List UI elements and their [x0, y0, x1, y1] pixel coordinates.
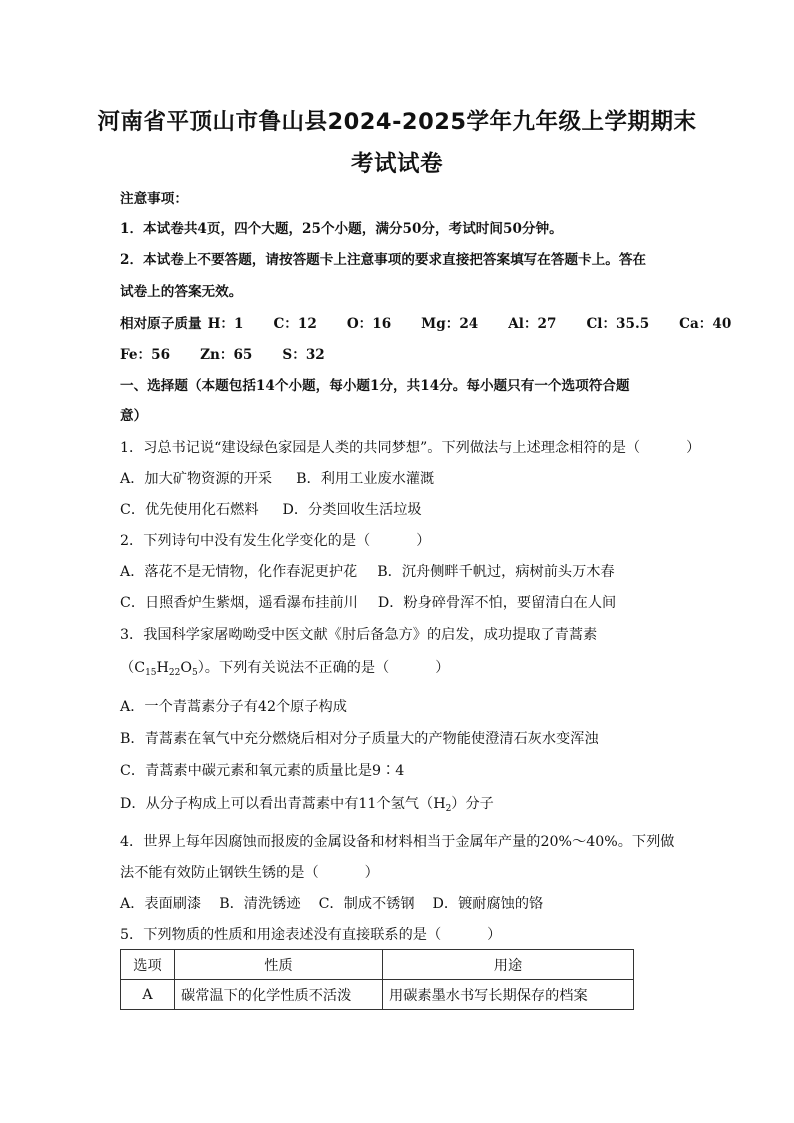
- formula-o-count: 5: [191, 668, 198, 678]
- table-header-row: [121, 950, 634, 980]
- note-1: 1．本试卷共4页，四个大题，25个小题，满分50分，考试时间50分钟。: [120, 221, 563, 237]
- atomic-mass-s: S：32: [282, 347, 325, 363]
- q2-option-b: B．沉舟侧畔千帆过，病树前头万木春: [377, 564, 615, 580]
- formula-o: O: [180, 660, 192, 676]
- question-2-text: 2．下列诗句中没有发生化学变化的是（: [120, 533, 371, 549]
- formula-h: H: [156, 660, 169, 676]
- question-3-close: ）: [435, 660, 450, 676]
- q3-option-a: A．一个青蒿素分子有42个原子构成: [120, 699, 347, 715]
- formula-c: C: [134, 660, 146, 676]
- q4-option-c: C．制成不锈钢: [318, 896, 415, 912]
- q2-option-c: C．日照香炉生紫烟，遥看瀑布挂前川: [120, 595, 358, 611]
- q3-option-b: B．青蒿素在氧气中充分燃烧后相对分子质量大的产物能使澄清石灰水变浑浊: [120, 731, 599, 747]
- section-1-heading-line2: 意）: [120, 408, 148, 424]
- formula-c-count: 15: [145, 668, 157, 678]
- q3-option-d-post: ）分子: [451, 796, 494, 812]
- table-header-option: 选项: [121, 950, 175, 980]
- atomic-mass-h: H：1: [207, 316, 244, 332]
- question-5-table: [120, 949, 634, 1010]
- q1-option-a: A．加大矿物资源的开采: [120, 471, 273, 487]
- q4-option-d: D．镀耐腐蚀的铬: [432, 896, 544, 912]
- atomic-mass-c: C：12: [273, 316, 317, 332]
- question-5-stem: [120, 924, 501, 944]
- question-1-text: 1．习总书记说“建设绿色家园是人类的共同梦想”。下列做法与上述理念相符的是（: [120, 440, 641, 456]
- atomic-mass-label: 相对原子质量: [120, 316, 202, 332]
- q3-formula-tail: ）。下列有关说法不正确的是（: [197, 660, 390, 676]
- table-header-property: 性质: [175, 950, 383, 980]
- q3-option-d: [120, 793, 494, 814]
- question-2-options-ab: [120, 561, 615, 581]
- section-1-heading-line1: 一、选择题（本题包括14个小题，每小题1分，共14分。每小题只有一个选项符合题: [120, 378, 630, 394]
- q2-option-d: D．粉身碎骨浑不怕，要留清白在人间: [377, 595, 617, 611]
- atomic-mass-fe: Fe：56: [120, 347, 171, 363]
- atomic-mass-o: O：16: [346, 316, 392, 332]
- notes-heading: 注意事项：: [120, 191, 188, 207]
- q1-option-d: D．分类回收生活垃圾: [282, 502, 422, 518]
- q4-option-b: B．清洗锈迹: [219, 896, 301, 912]
- q3-option-c: C．青蒿素中碳元素和氧元素的质量比是9∶4: [120, 763, 405, 779]
- q3-formula: [134, 660, 198, 676]
- question-1-options-cd: [120, 499, 422, 519]
- table-row: [121, 980, 634, 1010]
- q2-option-a: A．落花不是无情物，化作春泥更护花: [120, 564, 358, 580]
- question-4-close: ）: [364, 865, 379, 881]
- question-3-stem: 3．我国科学家屠呦呦受中医文献《肘后备急方》的启发，成功提取了青蒿素: [120, 627, 598, 643]
- q3-formula-open: （: [120, 660, 135, 676]
- q4-option-a: A．表面刷漆: [120, 896, 202, 912]
- atomic-mass-ca: Ca：40: [679, 316, 732, 332]
- h2-formula-count: 2: [445, 804, 452, 814]
- q1-option-c: C．优先使用化石燃料: [120, 502, 259, 518]
- question-5-text: 5．下列物质的性质和用途表述没有直接联系的是（: [120, 927, 442, 943]
- table-cell-option: A: [121, 980, 175, 1010]
- question-1-stem: [120, 437, 700, 457]
- atomic-mass-row-1: [120, 312, 731, 332]
- question-2-options-cd: [120, 592, 616, 612]
- note-2-line2: 试卷上的答案无效。: [120, 284, 243, 300]
- question-4-stem-line1: 4．世界上每年因腐蚀而报废的金属设备和材料相当于金属年产量的20%～40%。下列做: [120, 834, 675, 850]
- q3-option-d-pre: D．从分子构成上可以看出青蒿素中有11个氢气（: [120, 796, 434, 812]
- note-2-line1: 2．本试卷上不要答题，请按答题卡上注意事项的要求直接把答案填写在答题卡上。答在: [120, 252, 647, 268]
- atomic-mass-cl: Cl：35.5: [586, 316, 650, 332]
- formula-h-count: 22: [168, 668, 181, 678]
- exam-title-line2: 考试试卷: [350, 151, 443, 177]
- question-4-stem-line2: [120, 862, 379, 882]
- h2-formula-h: H: [433, 796, 446, 812]
- q1-option-b: B．利用工业废水灌溉: [296, 471, 435, 487]
- question-1-options-ab: [120, 468, 434, 488]
- question-3-formula-line: [120, 657, 449, 678]
- exam-title-line1: 河南省平顶山市鲁山县2024-2025学年九年级上学期期末: [97, 109, 697, 135]
- atomic-mass-zn: Zn：65: [200, 347, 253, 363]
- question-4-text: 法不能有效防止钢铁生锈的是（: [120, 865, 319, 881]
- question-2-close: ）: [416, 533, 431, 549]
- question-1-close: ）: [686, 440, 701, 456]
- table-cell-use: 用碳素墨水书写长期保存的档案: [383, 980, 634, 1010]
- atomic-mass-al: Al：27: [508, 316, 557, 332]
- table-header-use: 用途: [383, 950, 634, 980]
- question-5-close: ）: [487, 927, 502, 943]
- atomic-mass-mg: Mg：24: [421, 316, 479, 332]
- table-cell-property: 碳常温下的化学性质不活泼: [175, 980, 383, 1010]
- question-2-stem: [120, 530, 430, 550]
- question-4-options: [120, 893, 543, 913]
- atomic-mass-row-2: [120, 343, 325, 363]
